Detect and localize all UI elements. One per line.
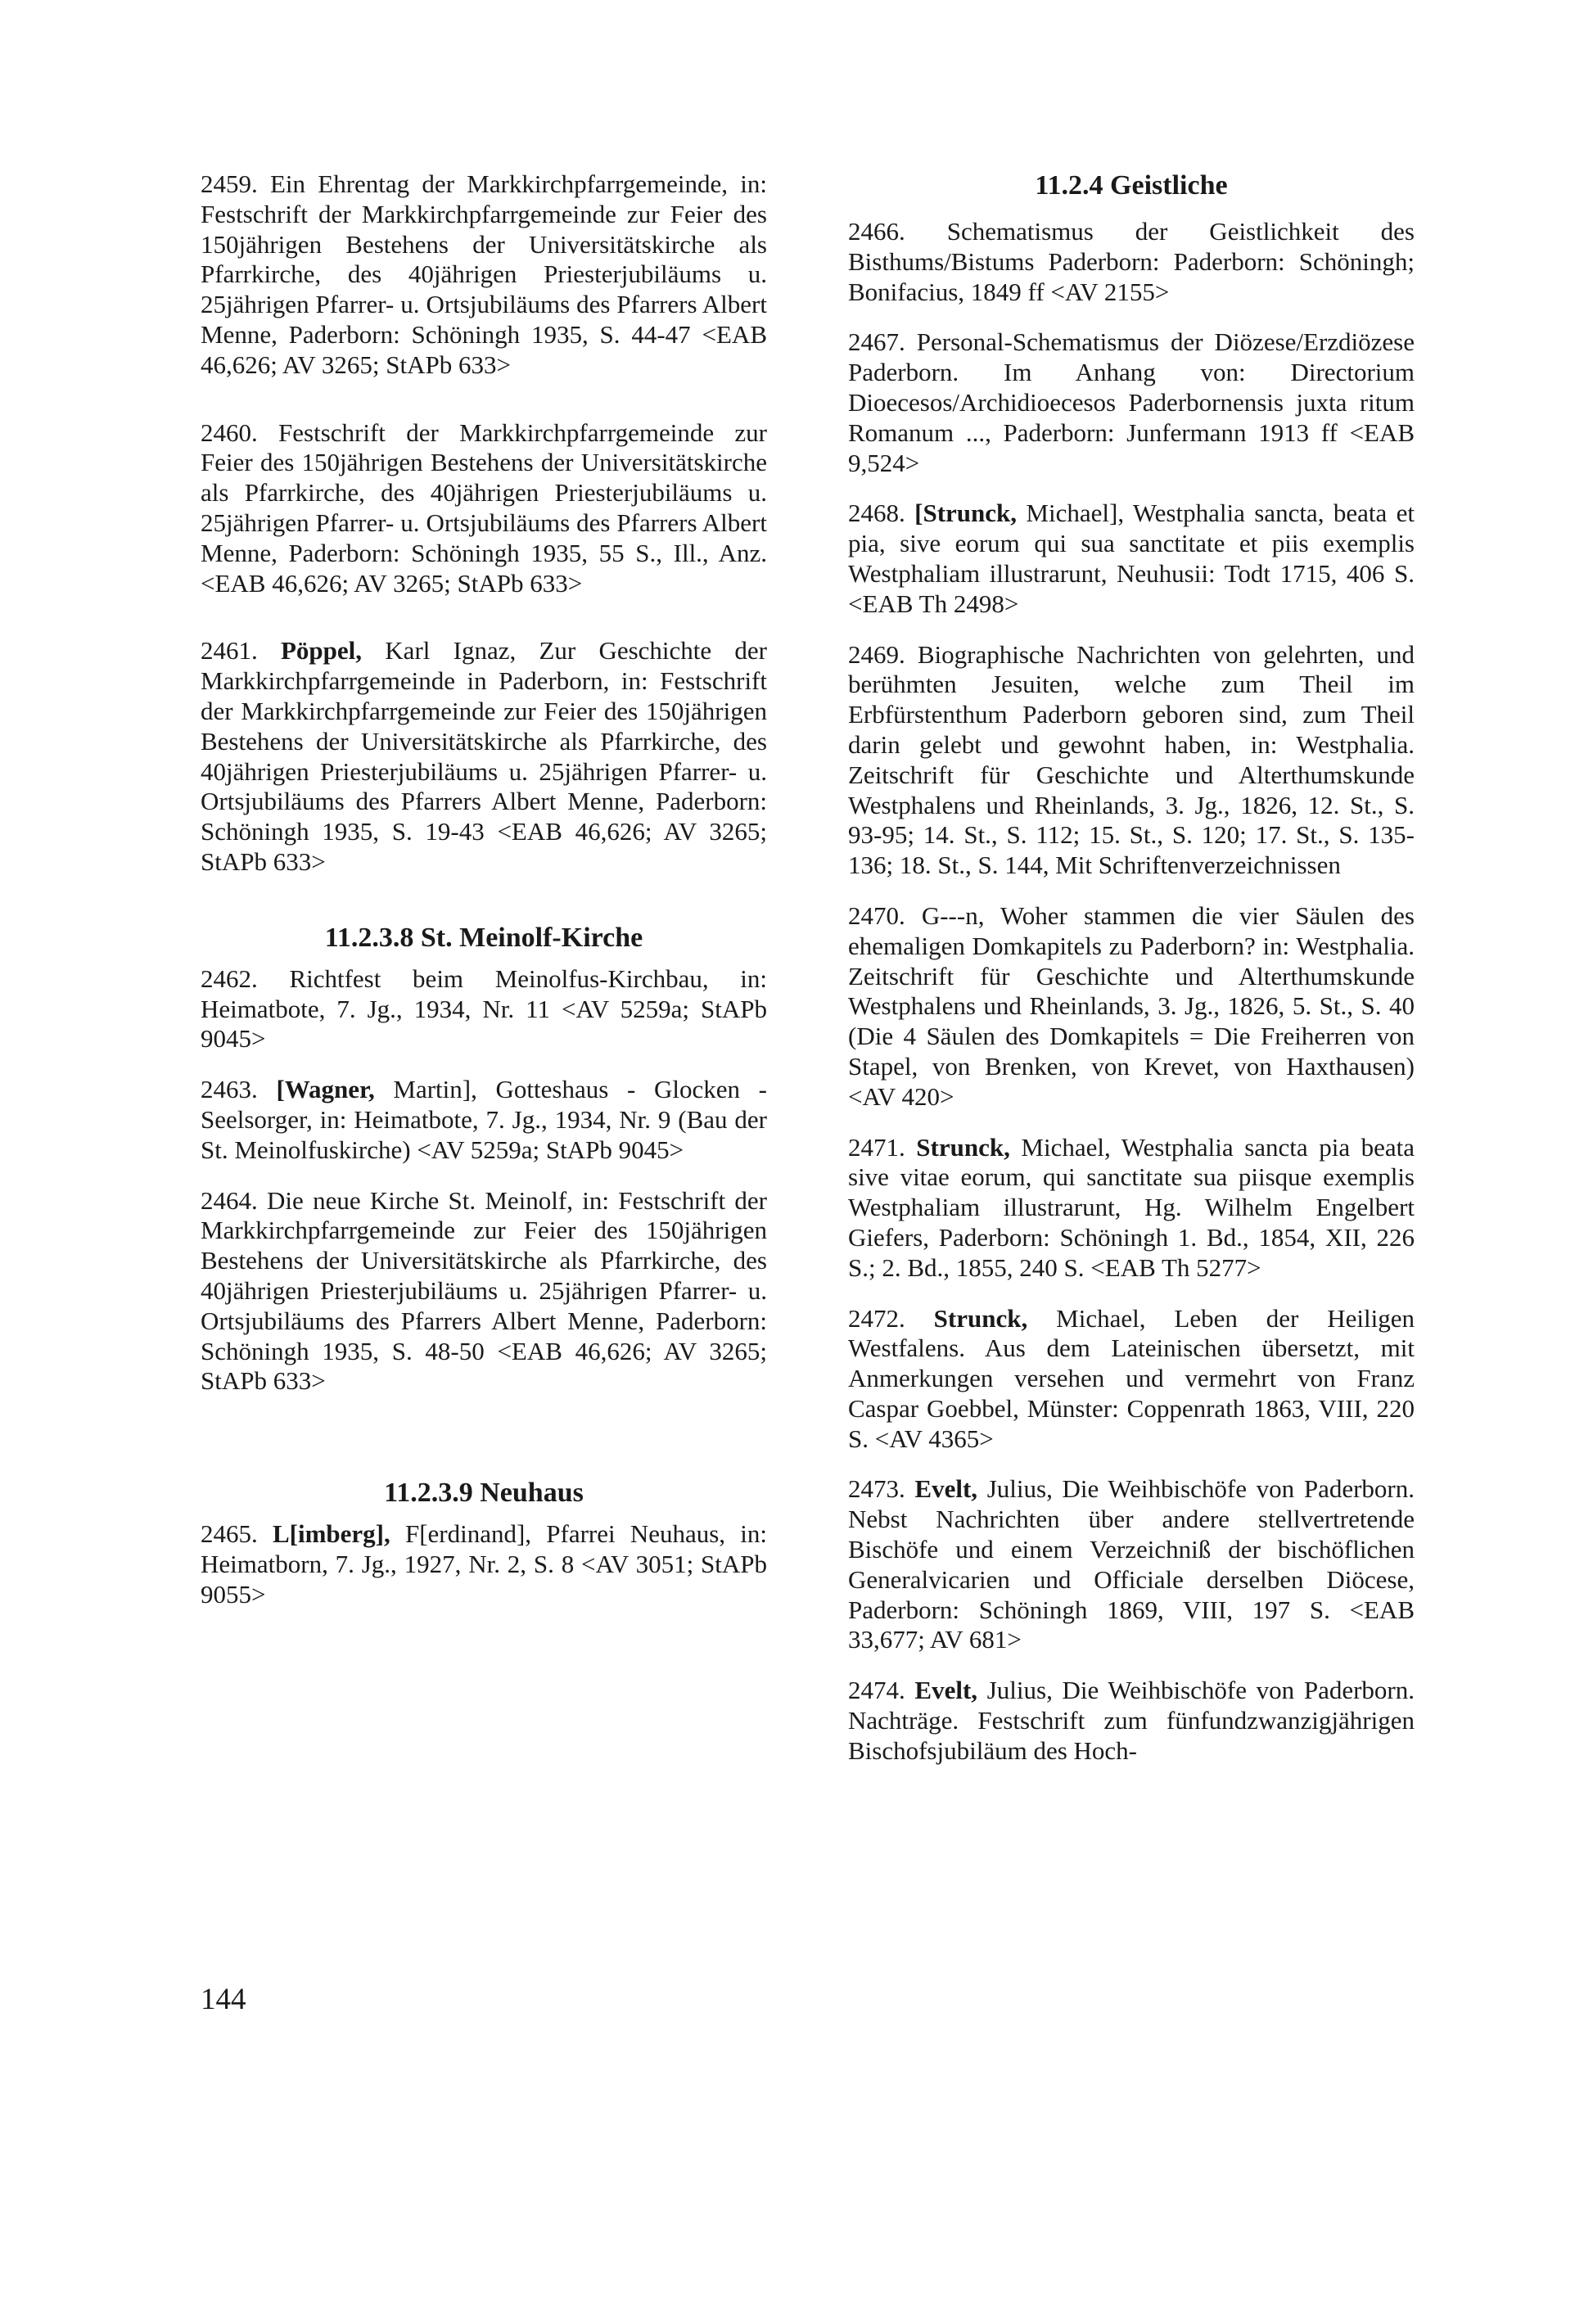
entry-2466: 2466. Schematismus der Geistlichkeit des Bisthums/Bistums Paderborn: Paderborn: Schöningh; Bonifacius, 1849 ff <AV 2155> [848, 217, 1415, 306]
entry-text: Julius, Die Weihbischöfe von Paderborn. Nebst Nachrichten über andere stellvertretende Bischöfe und einem Verzeichniß der bischöflichen Generalvicarien und Officiale derselben Diöcese, Paderborn: Schöningh 1869, VIII, 197 S. <EAB 33,677; AV 681> [848, 1474, 1415, 1654]
entry-text: Michael, Leben der Heiligen Westfalens. Aus dem Lateinischen übersetzt, mit Anmerkungen versehen und vermehrt von Franz Caspar Goebbel, Münster: Coppenrath 1863, VIII, 220 S. <AV 4365> [848, 1303, 1415, 1453]
entry-text: Martin], Gotteshaus - Glocken - Seelsorger, in: Heimatbote, 7. Jg., 1934, Nr. 9 (Bau der St. Meinolfuskirche) <AV 5259a; StAPb 9045> [201, 1075, 768, 1164]
entry-number: 2463. [201, 1075, 258, 1104]
entry-text: Michael, Westphalia sancta pia beata sive vitae eorum, qui sanctitate sua piisque exemplis Westphaliam illustrarunt, Hg. Wilhelm Engelbert Giefers, Paderborn: Schöningh 1. Bd., 1854, XII, 226 S.; 2. Bd., 1855, 240 S. <EAB Th 5277> [848, 1132, 1415, 1282]
entry-number: 2468. [848, 499, 905, 528]
entry-2460: 2460. Festschrift der Markkirchpfarrgemeinde zur Feier des 150jährigen Bestehens der Universitätskirche als Pfarrkirche, des 40jährigen Priesterjubiläums u. 25jährigen Pfarrer- u. Ortsjubiläums des Pfarrers Albert Menne, Paderborn: Schöningh 1935, 55 S., Ill., Anz. <EAB 46,626; AV 3265; StAPb 633> [201, 417, 767, 598]
entry-number: 2461. [201, 636, 258, 666]
entry-number: 2465. [201, 1519, 258, 1549]
entry-2467: 2467. Personal-Schematismus der Diözese/Erzdiözese Paderborn. Im Anhang von: Directorium Dioecesos/Archidioecesos Paderbornensis juxta ritum Romanum ..., Paderborn: Junfermann 1913 ff <EAB 9,524> [848, 327, 1415, 477]
entry-author: [Wagner, [276, 1075, 375, 1104]
entry-text: Michael], Westphalia sancta, beata et pia, sive eorum qui sua sanctitate et piis exemplis Westphaliam illustrarunt, Neuhusii: Todt 1715, 406 S. <EAB Th 2498> [848, 499, 1415, 618]
entry-text: Karl Ignaz, Zur Geschichte der Markkirchpfarrgemeinde in Paderborn, in: Festschrift der Markkirchpfarrgemeinde zur Feier des 150jährigen Bestehens der Universitätskirche als Pfarrkirche, des 40jährigen Priesterjubiläums u. 25jährigen Pfarrer- u. Ortsjubiläums des Pfarrers Albert Menne, Paderborn: Schöningh 1935, S. 19-43 <EAB 46,626; AV 3265; StAPb 633> [201, 636, 768, 876]
entry-author: Evelt, [914, 1474, 978, 1504]
entry-2464: 2464. Die neue Kirche St. Meinolf, in: Festschrift der Markkirchpfarrgemeinde zur Feier des 150jährigen Bestehens der Universitätskirche als Pfarrkirche, des 40jährigen Priesterjubiläums u. 25jährigen Pfarrer- u. Ortsjubiläums des Pfarrers Albert Menne, Paderborn: Schöningh 1935, S. 48-50 <EAB 46,626; AV 3265; StAPb 633> [201, 1185, 767, 1396]
entry-number: 2473. [848, 1474, 905, 1504]
section-heading-neuhaus: 11.2.3.9 Neuhaus [384, 1478, 584, 1509]
entry-2461 [201, 636, 767, 877]
entry-text: F[erdinand], Pfarrei Neuhaus, in: Heimatborn, 7. Jg., 1927, Nr. 2, S. 8 <AV 3051; StAPb 9055> [201, 1519, 767, 1609]
entry-2471 [848, 1133, 1415, 1284]
entry-author: Strunck, [916, 1132, 1010, 1162]
entry-number: 2471. [848, 1132, 905, 1162]
entry-2462: 2462. Richtfest beim Meinolfus-Kirchbau, in: Heimatbote, 7. Jg., 1934, Nr. 11 <AV 5259a; StAPb 9045> [201, 963, 767, 1054]
entry-author: Strunck, [933, 1303, 1028, 1333]
entry-author: [Strunck, [914, 499, 1018, 528]
entry-2463 [201, 1075, 767, 1165]
section-heading-geistliche: 11.2.4 Geistliche [1035, 170, 1228, 201]
page-number: 144 [201, 1983, 246, 2016]
entry-number: 2474. [848, 1676, 905, 1705]
entry-2470: 2470. G---n, Woher stammen die vier Säulen des ehemaligen Domkapitels zu Paderborn? in: Westphalia. Zeitschrift für Geschichte und Alterthumskunde Westphalens und Rheinlands, 3. Jg., 1826, 5. St., S. 40 (Die 4 Säulen des Domkapitels = Die Freiherren von Stapel, von Brenken, von Krevet, von Haxthausen) <AV 420> [848, 900, 1415, 1111]
right-column [848, 169, 1415, 1787]
entry-2474 [848, 1676, 1415, 1766]
left-column [201, 169, 767, 1647]
entry-2469: 2469. Biographische Nachrichten von gelehrten, und berühmten Jesuiten, welche zum Theil im Erbfürstenthum Paderborn geboren sind, zum Theil darin gelebt und gewohnt haben, in: Westphalia. Zeitschrift für Geschichte und Alterthumskunde Westphalens und Rheinlands, 3. Jg., 1826, 12. St., S. 93-95; 14. St., S. 112; 15. St., S. 120; 17. St., S. 135-136; 18. St., S. 144, Mit Schriftenverzeichnissen [848, 639, 1415, 880]
entry-number: 2472. [848, 1303, 905, 1333]
entry-2465 [201, 1519, 767, 1609]
entry-2468 [848, 499, 1415, 619]
section-heading-meinolf: 11.2.3.8 St. Meinolf-Kirche [324, 922, 643, 953]
entry-author: L[imberg], [272, 1519, 390, 1549]
entry-2473 [848, 1474, 1415, 1655]
entry-author: Pöppel, [281, 636, 363, 666]
entry-author: Evelt, [914, 1676, 978, 1705]
entry-text: Julius, Die Weihbischöfe von Paderborn. Nachträge. Festschrift zum fünfundzwanzigjährigen Bischofsjubiläum des Hoch- [848, 1676, 1415, 1765]
entry-2459: 2459. Ein Ehrentag der Markkirchpfarrgemeinde, in: Festschrift der Markkirchpfarrgemeinde zur Feier des 150jährigen Bestehens der Universitätskirche als Pfarrkirche, des 40jährigen Priesterjubiläums u. 25jährigen Pfarrer- u. Ortsjubiläums des Pfarrers Albert Menne, Paderborn: Schöningh 1935, S. 44-47 <EAB 46,626; AV 3265; StAPb 633> [201, 169, 767, 379]
entry-2472 [848, 1304, 1415, 1455]
